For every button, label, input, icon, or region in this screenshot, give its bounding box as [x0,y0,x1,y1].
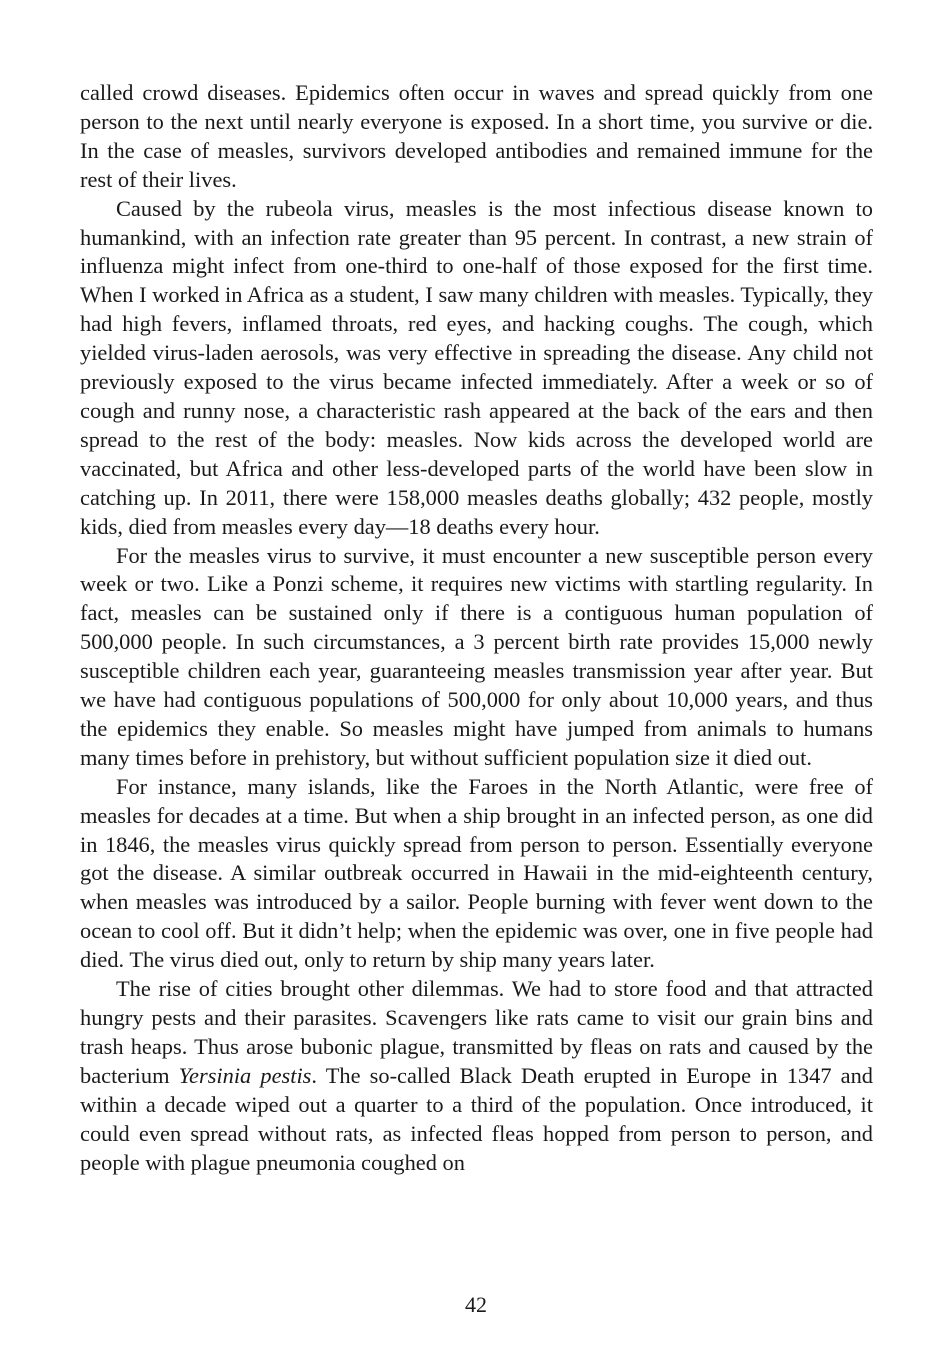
plague-text-after: . The so-called Black Death erupted in Europe in 1347 and within a decade wiped out a quarter to a third of the population. Once introduced, it could even spread without rats, as infected fleas hopped from person to person, and people with plague pneumonia coughed on [80,1062,873,1175]
paragraph-continuation: called crowd diseases. Epidemics often occur in waves and spread quickly from one person to the next until nearly everyone is exposed. In a short time, you survive or die. In the case of measles, survivors developed antibodies and remained immune for the rest of their lives. [80,80,873,192]
body-text [80,79,873,1177]
paragraph-island-outbreaks: For instance, many islands, like the Faroes in the North Atlantic, were free of measles for decades at a time. But when a ship brought in an infected person, as one did in 1846, the measles virus quickly spread from person to person. Essentially everyone got the disease. A similar outbreak occurred in Hawaii in the mid-eighteenth century, when measles was introduced by a sailor. People burning with fever went down to the ocean to cool off. But it didn’t help; when the epidemic was over, one in five people had died. The virus died out, only to return by ship many years later. [80,773,873,973]
paragraph-measles-population: For the measles virus to survive, it must encounter a new susceptible person every week or two. Like a Ponzi scheme, it requires new victims with startling regularity. In fact, measles can be sustained only if there is a contiguous human population of 500,000 people. In such circumstances, a 3 percent birth rate provides 15,000 newly susceptible children each year, guaranteeing measles transmission year after year. But we have had contiguous populations of 500,000 for only about 10,000 years, and thus the epidemics they enable. So measles might have jumped from animals to humans many times before in prehistory, but without sufficient population size it died out. [80,542,873,770]
plague-text-before: The rise of cities brought other dilemmas. We had to store food and that attracted hungry pests and their parasites. Scavengers like rats came to visit our grain bins and trash heaps. Thus arose bubonic plague, transmitted by fleas on rats and caused by the bacterium [80,976,873,1088]
species-name-italic: Yersinia pestis [178,1062,312,1088]
page-number: 42 [465,1292,487,1317]
paragraph-measles-infectiousness: Caused by the rubeola virus, measles is the most infectious disease known to humankind, with an infection rate greater than 95 percent. In contrast, a new strain of influenza might infect from one-third to one-half of those exposed for the first time. When I worked in Africa as a student, I saw many children with measles. Typically, they had high fevers, inflamed throats, red eyes, and hacking coughs. The cough, which yielded virus-laden aerosols, was very effective in spreading the disease. Any child not previously exposed to the virus became infected immediately. After a week or so of cough and runny nose, a characteristic rash appeared at the back of the ears and then spread to the rest of the body: measles. Now kids across the developed world are vaccinated, but Africa and other less-developed parts of the world have been slow in catching up. In 2011, there were 158,000 measles deaths globally; 432 people, mostly kids, died from measles every day—18 deaths every hour. [80,195,873,539]
paragraph-bubonic-plague [80,975,873,1177]
